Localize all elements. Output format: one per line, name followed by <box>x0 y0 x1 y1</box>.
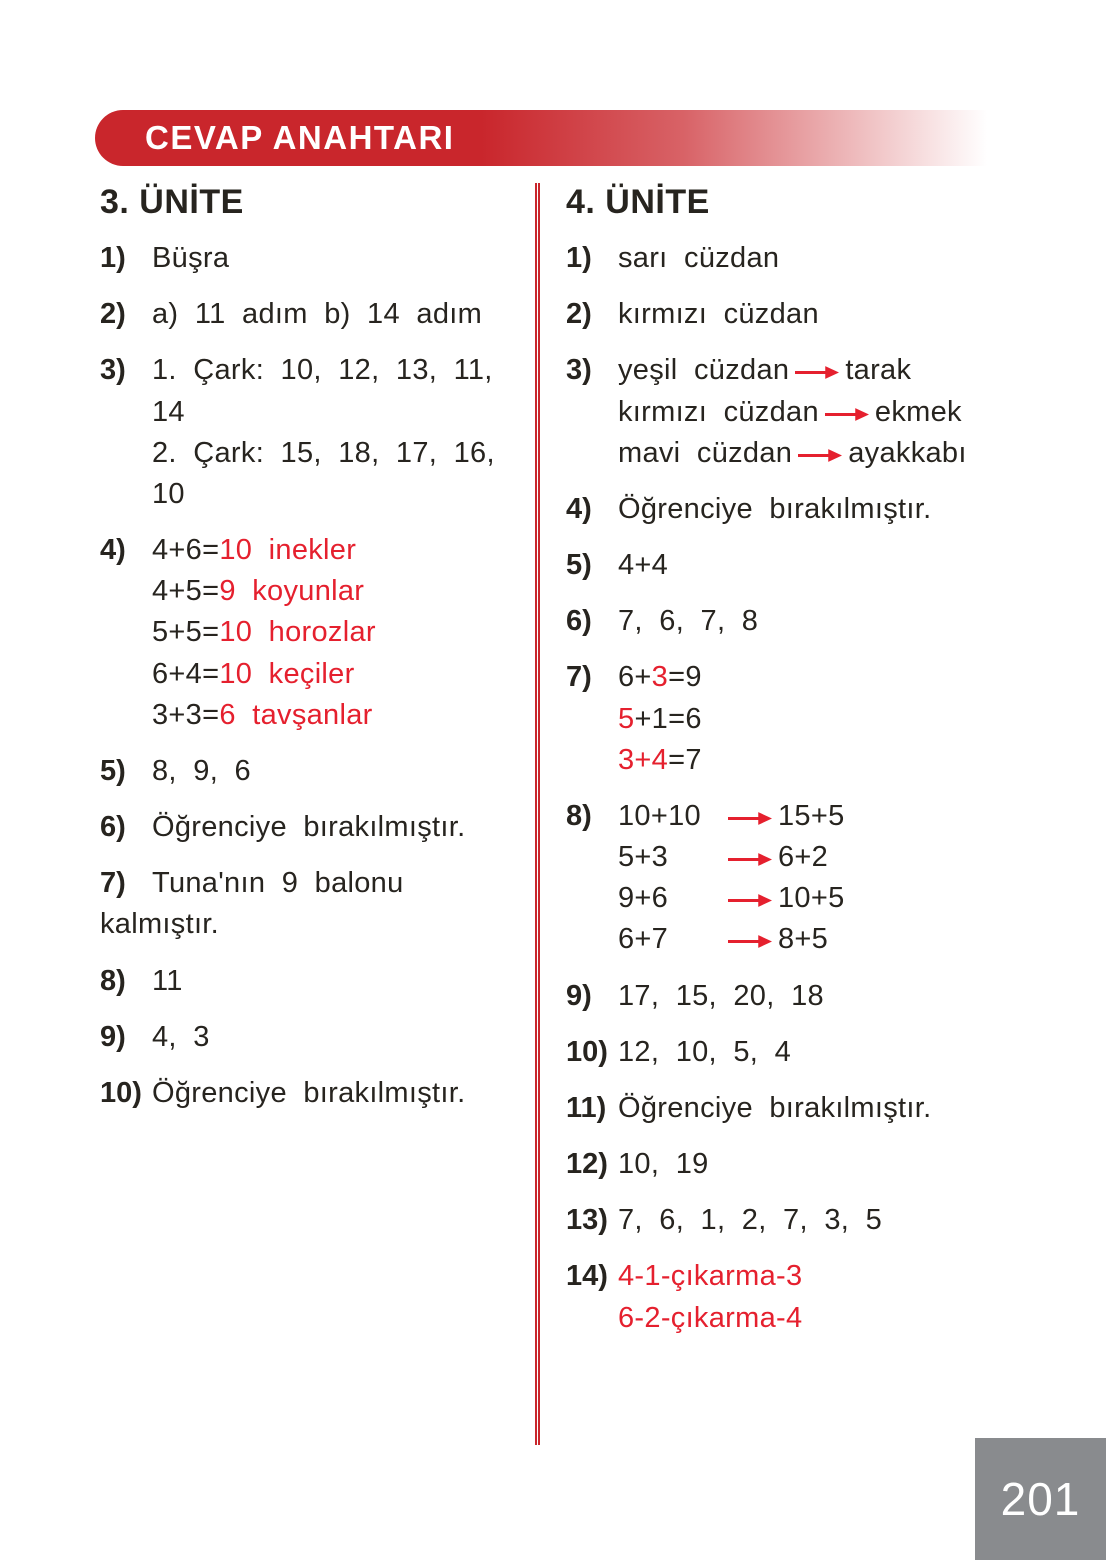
answer-text: 7, 6, 7, 8 <box>618 605 759 638</box>
answer-line <box>618 919 1066 960</box>
item-number: 11) <box>566 1091 607 1124</box>
answer-line <box>152 433 533 515</box>
answer-text-red: 3 <box>651 661 669 694</box>
answer-text: 5+5= <box>152 616 220 649</box>
answer-line <box>152 751 533 792</box>
item-number: 10) <box>566 1035 608 1068</box>
answer-content <box>152 807 533 848</box>
answer-line <box>152 807 533 848</box>
answer-text: 17, 15, 20, 18 <box>618 979 824 1012</box>
item-number: 2) <box>100 298 126 331</box>
item-number: 14) <box>566 1260 608 1293</box>
answer-line <box>618 1144 1066 1185</box>
answer-line <box>618 433 1066 474</box>
answer-line <box>152 530 533 571</box>
answer-text: 4+5= <box>152 575 220 608</box>
answer-text: Öğrenciye bırakılmıştır. <box>152 1076 466 1109</box>
answer-text: tarak <box>845 354 912 387</box>
item-number: 2) <box>566 298 592 331</box>
answer-line <box>152 863 533 904</box>
item-number: 3) <box>100 354 126 387</box>
answer-content <box>152 294 533 335</box>
answer-line <box>618 545 1066 586</box>
answer-item <box>566 601 1066 642</box>
answer-item <box>566 1088 1066 1129</box>
answer-line <box>618 699 1066 740</box>
item-number: 4) <box>566 492 592 525</box>
unit-3-column <box>100 183 533 1129</box>
item-number: 10) <box>100 1076 142 1109</box>
answer-text-red: 6 tavşanlar <box>219 698 373 731</box>
answer-text: Öğrenciye bırakılmıştır. <box>618 1091 932 1124</box>
answer-text: 7, 6, 1, 2, 7, 3, 5 <box>618 1204 883 1237</box>
answer-text: 5+3 <box>618 841 669 874</box>
answer-item <box>566 796 1066 961</box>
answer-line <box>618 1032 1066 1073</box>
answer-content <box>618 657 1066 781</box>
answer-text: 15+5 <box>778 799 845 832</box>
answer-content <box>100 863 533 945</box>
answer-line <box>152 238 533 279</box>
answer-item <box>100 238 533 279</box>
item-number: 3) <box>566 354 592 387</box>
item-number: 12) <box>566 1148 608 1181</box>
unit-4-title: 4. ÜNİTE <box>566 183 710 221</box>
answer-line <box>618 601 1066 642</box>
answer-text: =7 <box>668 743 702 776</box>
answer-text: ekmek <box>874 395 962 428</box>
item-number: 8) <box>100 964 126 997</box>
answer-content <box>152 751 533 792</box>
answer-text-red: 5 <box>618 702 635 735</box>
answer-text-red: 4-1-çıkarma-3 <box>618 1260 803 1293</box>
answer-item <box>566 545 1066 586</box>
item-number: 7) <box>100 867 126 900</box>
answer-item <box>100 1017 533 1058</box>
answer-text: ayakkabı <box>848 436 967 469</box>
answer-content <box>618 1144 1066 1185</box>
answer-text: 10, 19 <box>618 1148 709 1181</box>
item-number: 1) <box>566 242 592 274</box>
answer-item <box>100 1073 533 1114</box>
answer-text: Öğrenciye bırakılmıştır. <box>618 492 932 525</box>
answer-text: 10+5 <box>778 882 845 915</box>
answer-text: Tuna'nın 9 balonu <box>152 867 404 900</box>
item-number: 5) <box>100 754 126 787</box>
answer-line <box>152 1017 533 1058</box>
answer-text: 12, 10, 5, 4 <box>618 1035 792 1068</box>
item-number: 5) <box>566 549 592 582</box>
item-number: 7) <box>566 661 592 694</box>
answer-text-red: 6-2-çıkarma-4 <box>618 1301 803 1334</box>
answer-item <box>100 807 533 848</box>
page-number-box <box>975 1438 1106 1560</box>
answer-line <box>618 1256 1066 1297</box>
answer-text-red: 3+4 <box>618 743 669 776</box>
item-number: 6) <box>566 605 592 638</box>
answer-text: kırmızı cüzdan <box>618 298 819 331</box>
answer-text: +1=6 <box>634 702 702 735</box>
answer-item <box>566 1032 1066 1073</box>
answer-line <box>618 350 1066 391</box>
answer-item <box>100 961 533 1002</box>
item-number: 6) <box>100 811 126 844</box>
banner-title: CEVAP ANAHTARI <box>145 119 455 156</box>
answer-text: 4+6= <box>152 534 220 567</box>
answer-columns <box>100 183 1066 1445</box>
answer-line <box>152 294 533 335</box>
answer-item <box>566 657 1066 781</box>
answer-text: 8, 9, 6 <box>152 754 251 787</box>
answer-line <box>618 294 1066 335</box>
answer-line <box>618 1298 1066 1339</box>
arrow-icon <box>728 919 772 960</box>
arrow-icon <box>728 796 772 837</box>
answer-item <box>566 489 1066 530</box>
answer-content <box>618 1200 1066 1241</box>
arrow-icon <box>825 392 869 433</box>
answer-text: sarı cüzdan <box>618 242 780 274</box>
item-number: 13) <box>566 1204 608 1237</box>
answer-content <box>618 1032 1066 1073</box>
answer-text: kalmıştır. <box>100 908 220 941</box>
answer-line <box>100 904 533 945</box>
answer-item <box>100 350 533 515</box>
answer-text: 6+2 <box>778 841 829 874</box>
answer-content <box>618 238 1066 279</box>
answer-content <box>152 961 533 1002</box>
unit-3-title: 3. ÜNİTE <box>100 183 244 221</box>
answer-text: 10+10 <box>618 799 701 832</box>
arrow-icon <box>728 878 772 919</box>
answer-text: =9 <box>668 661 702 694</box>
answer-item <box>100 863 533 945</box>
answer-line <box>152 695 533 736</box>
answer-line <box>152 961 533 1002</box>
arrow-icon <box>798 433 842 474</box>
answer-text: 9+6 <box>618 882 669 915</box>
answer-item <box>566 1144 1066 1185</box>
answer-item <box>566 350 1066 474</box>
answer-content <box>152 238 533 279</box>
answer-line <box>618 657 1066 698</box>
item-number: 4) <box>100 534 126 567</box>
item-number: 1) <box>100 242 126 274</box>
answer-text: 6+4= <box>152 657 220 690</box>
answer-text: 1. Çark: 10, 12, 13, 11, 14 <box>152 354 510 428</box>
answer-text: kırmızı cüzdan <box>618 395 819 428</box>
answer-content <box>152 530 533 736</box>
answer-content <box>618 796 1066 961</box>
answer-text: Öğrenciye bırakılmıştır. <box>152 811 466 844</box>
answer-item <box>566 1200 1066 1241</box>
answer-line <box>152 571 533 612</box>
answer-line <box>618 1088 1066 1129</box>
answer-line <box>618 796 1066 837</box>
answer-text: mavi cüzdan <box>618 436 793 469</box>
answer-text: 4+4 <box>618 549 669 582</box>
answer-item <box>566 1256 1066 1338</box>
answer-line <box>152 1073 533 1114</box>
answer-text: yeşil cüzdan <box>618 354 790 387</box>
answer-line <box>152 654 533 695</box>
answer-text-red: 10 keçiler <box>219 657 355 690</box>
answer-line <box>618 489 1066 530</box>
answer-item <box>100 530 533 736</box>
answer-content <box>618 1088 1066 1129</box>
unit-3-answers <box>100 238 533 1114</box>
item-number: 8) <box>566 799 592 832</box>
answer-text: 2. Çark: 15, 18, 17, 16, 10 <box>152 436 512 510</box>
answer-item <box>100 751 533 792</box>
answer-text-red: 10 inekler <box>219 534 357 567</box>
answer-line <box>618 238 1066 279</box>
answer-text: 8+5 <box>778 923 829 956</box>
answer-line <box>618 976 1066 1017</box>
arrow-icon <box>728 837 772 878</box>
answer-content <box>618 976 1066 1017</box>
answer-content <box>618 1256 1066 1338</box>
answer-text: 6+7 <box>618 923 669 956</box>
answer-text: 4, 3 <box>152 1020 210 1053</box>
answer-line <box>152 350 533 432</box>
unit-4-answers <box>566 238 1066 1339</box>
answer-content <box>618 489 1066 530</box>
answer-line <box>618 740 1066 781</box>
answer-line <box>618 837 1066 878</box>
arrow-icon <box>795 350 839 391</box>
answer-line <box>152 612 533 653</box>
answer-content <box>152 1017 533 1058</box>
answer-key-banner <box>95 110 1015 166</box>
answer-text-red: 10 horozlar <box>219 616 376 649</box>
answer-content <box>618 601 1066 642</box>
answer-text: 11 <box>152 964 183 997</box>
answer-content <box>618 545 1066 586</box>
unit-4-column <box>540 183 1066 1354</box>
answer-line <box>618 392 1066 433</box>
answer-text: 3+3= <box>152 698 220 731</box>
answer-line <box>618 1200 1066 1241</box>
page-number: 201 <box>1000 1473 1081 1525</box>
item-number: 9) <box>100 1020 126 1053</box>
answer-content <box>152 1073 533 1114</box>
answer-content <box>618 294 1066 335</box>
answer-item <box>566 976 1066 1017</box>
answer-text: 6+ <box>618 661 652 694</box>
answer-text: Büşra <box>152 242 230 274</box>
answer-text: a) 11 adım b) 14 adım <box>152 298 483 331</box>
answer-content <box>618 350 1066 474</box>
answer-line <box>618 878 1066 919</box>
answer-content <box>152 350 533 515</box>
item-number: 9) <box>566 979 592 1012</box>
answer-item <box>100 294 533 335</box>
answer-item <box>566 294 1066 335</box>
answer-item <box>566 238 1066 279</box>
answer-text-red: 9 koyunlar <box>219 575 365 608</box>
